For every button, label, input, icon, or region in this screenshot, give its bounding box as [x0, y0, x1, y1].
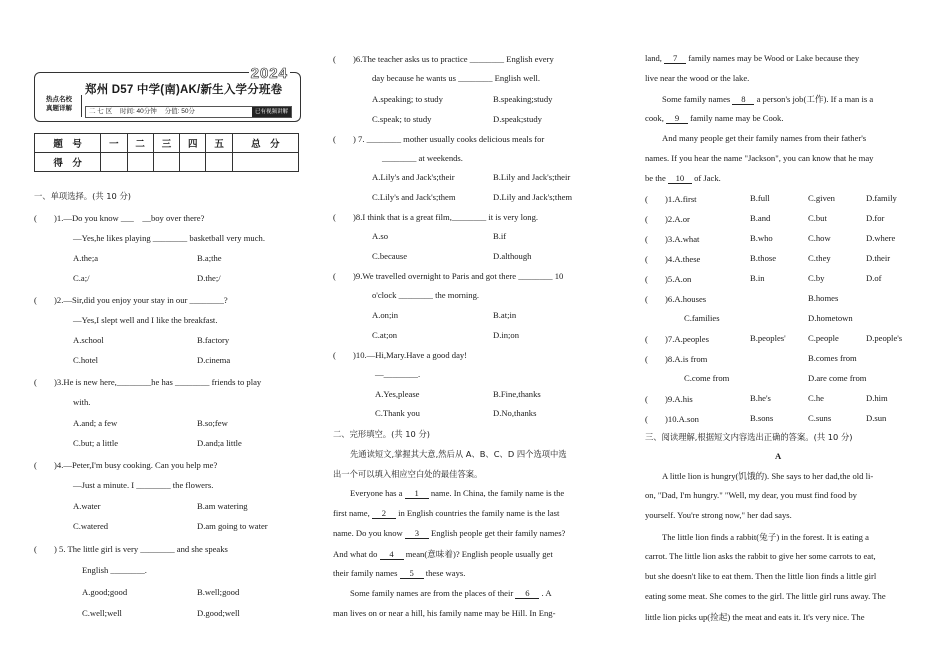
- badge-line-2: 真题详解: [46, 105, 72, 112]
- passage-text: be the: [645, 173, 666, 183]
- score-cell: 三: [153, 134, 179, 153]
- question-stem: ( )10.—Hi,Mary.Have a good day!: [333, 350, 468, 360]
- option-row: [645, 193, 697, 205]
- passage-text: Some family names are from the places of their: [350, 588, 514, 598]
- option-a: A.so: [372, 231, 388, 241]
- option-row: ( )8.A.is from: [645, 354, 708, 364]
- passage-line: live near the wood or the lake.: [645, 73, 750, 83]
- hot-school-badge: [37, 95, 82, 117]
- blank-5[interactable]: 5: [400, 568, 424, 579]
- blank-8[interactable]: 8: [732, 94, 754, 105]
- question-line: with.: [73, 397, 91, 407]
- option-row: ( )2.A.or: [645, 214, 690, 224]
- question-stem: ( )6.The teacher asks us to practice ________ English every: [333, 54, 554, 64]
- passage-text: of Jack.: [694, 173, 721, 183]
- passage-text: their family names: [333, 568, 398, 578]
- option-c: C.because: [372, 251, 408, 261]
- option-c: C.speak; to study: [372, 114, 432, 124]
- reading-line: carrot. The little lion asks the rabbit to give her some carrots to eat,: [645, 551, 876, 561]
- option-b: B.factory: [197, 335, 230, 345]
- score-cell: 四: [180, 134, 206, 153]
- option-row: ( )7.A.peoples: [645, 334, 709, 344]
- option-d: D.him: [866, 393, 888, 403]
- option-b: B.who: [750, 233, 773, 243]
- question-stem: ( )4.—Peter,I'm busy cooking. Can you help me?: [34, 460, 218, 470]
- reading-line: The little lion finds a rabbit(兔子) in the forest. It is eating a: [662, 532, 869, 542]
- year-badge: 2024: [250, 65, 288, 82]
- option-b: B.am watering: [197, 501, 248, 511]
- option-b: B.a;the: [197, 253, 222, 263]
- option-d: D.Lily and Jack's;them: [493, 192, 573, 202]
- option-a: A.water: [73, 501, 101, 511]
- option-d: D.their: [866, 253, 891, 263]
- option-b: B.comes from: [808, 353, 857, 363]
- option-b: B.homes: [808, 293, 839, 303]
- reading-line: on, "Dad, I'm hungry." "Well, my dear, you must find food by: [645, 490, 857, 500]
- passage-a-label: A: [775, 451, 782, 461]
- option-d: D.cinema: [197, 355, 231, 365]
- option-b: B.and: [750, 213, 771, 223]
- passage-line: [333, 528, 565, 539]
- question-line: —________.: [375, 369, 421, 379]
- option-a: A.good;good: [82, 587, 128, 597]
- option-b: B.Lily and Jack's;their: [493, 172, 571, 182]
- question-line: ________ at weekends.: [382, 153, 463, 163]
- passage-text: land,: [645, 53, 662, 63]
- option-row: ( )4.A.these: [645, 254, 701, 264]
- question-stem: ( )3.He is new here,________he has ________ friends to play: [34, 377, 262, 387]
- passage-line: [645, 113, 784, 124]
- option-b: B.he's: [750, 393, 771, 403]
- option-b: B.sons: [750, 413, 774, 423]
- option-d: D.are come from: [808, 373, 867, 383]
- passage-text: name. In China, the family name is the: [430, 488, 565, 498]
- score-input-cell[interactable]: [206, 153, 232, 172]
- option-b: B.speaking;study: [493, 94, 553, 104]
- score-table-header-row: [35, 134, 299, 153]
- option-d: D.people's: [866, 333, 903, 343]
- passage-line: man lives on or near a hill, his family name may be Hill. In Eng-: [333, 608, 556, 618]
- question-line: —Yes,he likes playing ________ basketball very much.: [73, 233, 265, 243]
- passage-text: family name may be Cook.: [690, 113, 784, 123]
- passage-line: [333, 568, 465, 579]
- reading-line: but she doesn't like to eat them. Then the little lion finds a little girl: [645, 571, 877, 581]
- passage-text: first name,: [333, 508, 370, 518]
- exam-title: 郑州 D57 中学(南)AK/新生入学分班卷: [85, 84, 283, 96]
- passage-line: [333, 548, 553, 560]
- option-a: A.on;in: [372, 310, 399, 320]
- question-stem: ( )1.—Do you know ___ __boy over there?: [34, 213, 205, 223]
- score-cell: 一: [101, 134, 127, 153]
- passage-line: [662, 93, 873, 105]
- section2-intro-1: 先通读短文,掌握其大意,然后从 A、B、C、D 四个选项中选: [350, 449, 567, 459]
- score-table-score-row: [35, 153, 299, 172]
- blank-6[interactable]: 6: [515, 588, 539, 599]
- option-c: C.how: [808, 233, 831, 243]
- option-c: C.by: [808, 273, 825, 283]
- passage-line: [333, 508, 559, 519]
- option-row: ( )6.A.houses: [645, 294, 707, 304]
- option-row: ( )5.A.on: [645, 274, 692, 284]
- option-c: C.Thank you: [375, 408, 420, 418]
- badge-line-1: 热点名校: [46, 96, 72, 103]
- option-b: B.if: [493, 231, 507, 241]
- option-c: C.Lily's and Jack's;them: [372, 192, 456, 202]
- option-row: ( )10.A.son: [645, 414, 699, 424]
- option-d: D.although: [493, 251, 532, 261]
- option-label: ( )1.A.first: [645, 194, 697, 204]
- passage-text: cook,: [645, 113, 664, 123]
- district-code: 二 七 区: [89, 108, 113, 115]
- option-a: A.the;a: [73, 253, 99, 263]
- blank-2[interactable]: 2: [372, 508, 396, 519]
- blank-7[interactable]: 7: [664, 53, 686, 64]
- blank-10[interactable]: 10: [668, 173, 692, 184]
- option-c: C.suns: [808, 413, 832, 423]
- score-cell: 五: [206, 134, 232, 153]
- option-a: A.Lily's and Jack's;their: [372, 172, 455, 182]
- option-c: C.but; a little: [73, 438, 119, 448]
- passage-line: [350, 488, 564, 499]
- option-a: A.school: [73, 335, 104, 345]
- passage-text: mean(意味着)? English people usually get: [405, 549, 553, 559]
- question-line: o'clock ________ the morning.: [372, 290, 480, 300]
- reading-line: little lion picks up(捡起) the meat and eats it. It's very nice. The: [645, 612, 865, 622]
- section2-heading: 二、完形填空。(共 10 分): [333, 429, 430, 439]
- option-d: D.am going to water: [197, 521, 268, 531]
- option-c: C.hotel: [73, 355, 99, 365]
- passage-text: family names may be Wood or Lake because they: [688, 53, 860, 63]
- option-d: D.sun: [866, 413, 887, 423]
- option-c: C.people: [808, 333, 839, 343]
- option-c: C.but: [808, 213, 827, 223]
- option-d: D.hometown: [808, 313, 853, 323]
- score-cell: 题 号: [35, 134, 101, 153]
- score-cell: 总 分: [232, 134, 298, 153]
- passage-line: names. If you hear the name "Jackson", you can know that he may: [645, 153, 874, 163]
- option-b: B.Fine,thanks: [493, 389, 541, 399]
- blank-4[interactable]: 4: [380, 549, 404, 560]
- section1-heading: 一、单项选择。(共 10 分): [34, 191, 131, 201]
- score-cell: 得 分: [35, 153, 101, 172]
- passage-text: . A: [541, 588, 552, 598]
- option-d: D.where: [866, 233, 896, 243]
- option-b: B.at;in: [493, 310, 517, 320]
- option-d: D.of: [866, 273, 882, 283]
- option-a: A.Yes,please: [375, 389, 420, 399]
- passage-line: [645, 173, 721, 184]
- score-input-cell[interactable]: [127, 153, 153, 172]
- option-c: C.a;/: [73, 273, 90, 283]
- option-row: ( )9.A.his: [645, 394, 693, 404]
- exam-time: 时间: 40分钟: [119, 108, 157, 115]
- question-line: —Yes,I slept well and I like the breakfast.: [73, 315, 218, 325]
- score-input-cell[interactable]: [101, 153, 127, 172]
- option-d: D.No,thanks: [493, 408, 537, 418]
- passage-line: [645, 53, 859, 64]
- option-d: D.for: [866, 213, 885, 223]
- option-b: B.well;good: [197, 587, 240, 597]
- option-c: C.given: [808, 193, 835, 203]
- passage-text: Some family names: [662, 94, 731, 104]
- score-input-cell[interactable]: [232, 153, 298, 172]
- option-b: B.those: [750, 253, 777, 263]
- score-cell: 二: [127, 134, 153, 153]
- option-d: D.family: [866, 193, 897, 203]
- option-d: D.good;well: [197, 608, 240, 618]
- exam-score: 分值: 50分: [164, 108, 195, 115]
- passage-text: these ways.: [425, 568, 466, 578]
- question-line: day because he wants us ________ English well.: [372, 73, 541, 83]
- option-d: D.and;a little: [197, 438, 242, 448]
- question-stem: ( ) 7. ________ mother usually cooks delicious meals for: [333, 134, 545, 144]
- question-line: —Just a minute. I ________ the flowers.: [73, 480, 214, 490]
- option-c: C.come from: [684, 373, 730, 383]
- option-row: ( )3.A.what: [645, 234, 700, 244]
- option-d: D.speak;study: [493, 114, 542, 124]
- option-c: C.families: [684, 313, 720, 323]
- score-table: [34, 133, 299, 172]
- passage-line: [350, 588, 552, 599]
- blank-1[interactable]: 1: [405, 488, 429, 499]
- question-line: English ________.: [82, 565, 147, 575]
- option-b: B.full: [750, 193, 770, 203]
- passage-text: a person's job(工作). If a man is a: [756, 94, 874, 104]
- option-c: C.he: [808, 393, 824, 403]
- reading-line: A little lion is hungry(饥饿的). She says to her dad,the old li-: [662, 471, 874, 481]
- option-b: B.in: [750, 273, 765, 283]
- reading-line: eating some meat. She comes to the girl. The little girl runs away. The: [645, 591, 886, 601]
- video-tag: 已有视频讲解: [252, 107, 291, 117]
- question-stem: ( )9.We travelled overnight to Paris and got there ________ 10: [333, 271, 564, 281]
- option-c: C.well;well: [82, 608, 122, 618]
- option-d: D.the;/: [197, 273, 221, 283]
- question-stem: ( ) 5. The little girl is very ________ and she speaks: [34, 544, 228, 554]
- passage-text: Everyone has a: [350, 488, 403, 498]
- option-c: C.they: [808, 253, 831, 263]
- passage-line: And many people get their family names from their father's: [662, 133, 867, 143]
- question-stem: ( )2.—Sir,did you enjoy your stay in our ________?: [34, 295, 228, 305]
- option-b: B.so;few: [197, 418, 228, 428]
- passage-text: in English countries the family name is the last: [398, 508, 560, 518]
- question-stem: ( )8.I think that is a great film,________ it is very long.: [333, 212, 539, 222]
- passage-text: English people get their family names?: [431, 528, 566, 538]
- option-c: C.at;on: [372, 330, 398, 340]
- score-input-cell[interactable]: [153, 153, 179, 172]
- exam-header: [34, 65, 301, 122]
- section2-intro-2: 出一个可以填入相应空白处的最佳答案。: [333, 469, 483, 479]
- option-a: A.and; a few: [73, 418, 118, 428]
- option-d: D.in;on: [493, 330, 520, 340]
- option-c: C.watered: [73, 521, 109, 531]
- exam-info-bar: [85, 106, 292, 118]
- passage-text: name. Do you know: [333, 528, 403, 538]
- option-a: A.speaking; to study: [372, 94, 443, 104]
- score-input-cell[interactable]: [180, 153, 206, 172]
- blank-3[interactable]: 3: [405, 528, 429, 539]
- blank-9[interactable]: 9: [666, 113, 688, 124]
- reading-line: yourself. You're strong now," her dad says.: [645, 510, 792, 520]
- passage-text: And what do: [333, 549, 378, 559]
- section3-heading: 三、阅读理解,根据短文内容选出正确的答案。(共 10 分): [645, 432, 853, 442]
- option-b: B.peoples': [750, 333, 786, 343]
